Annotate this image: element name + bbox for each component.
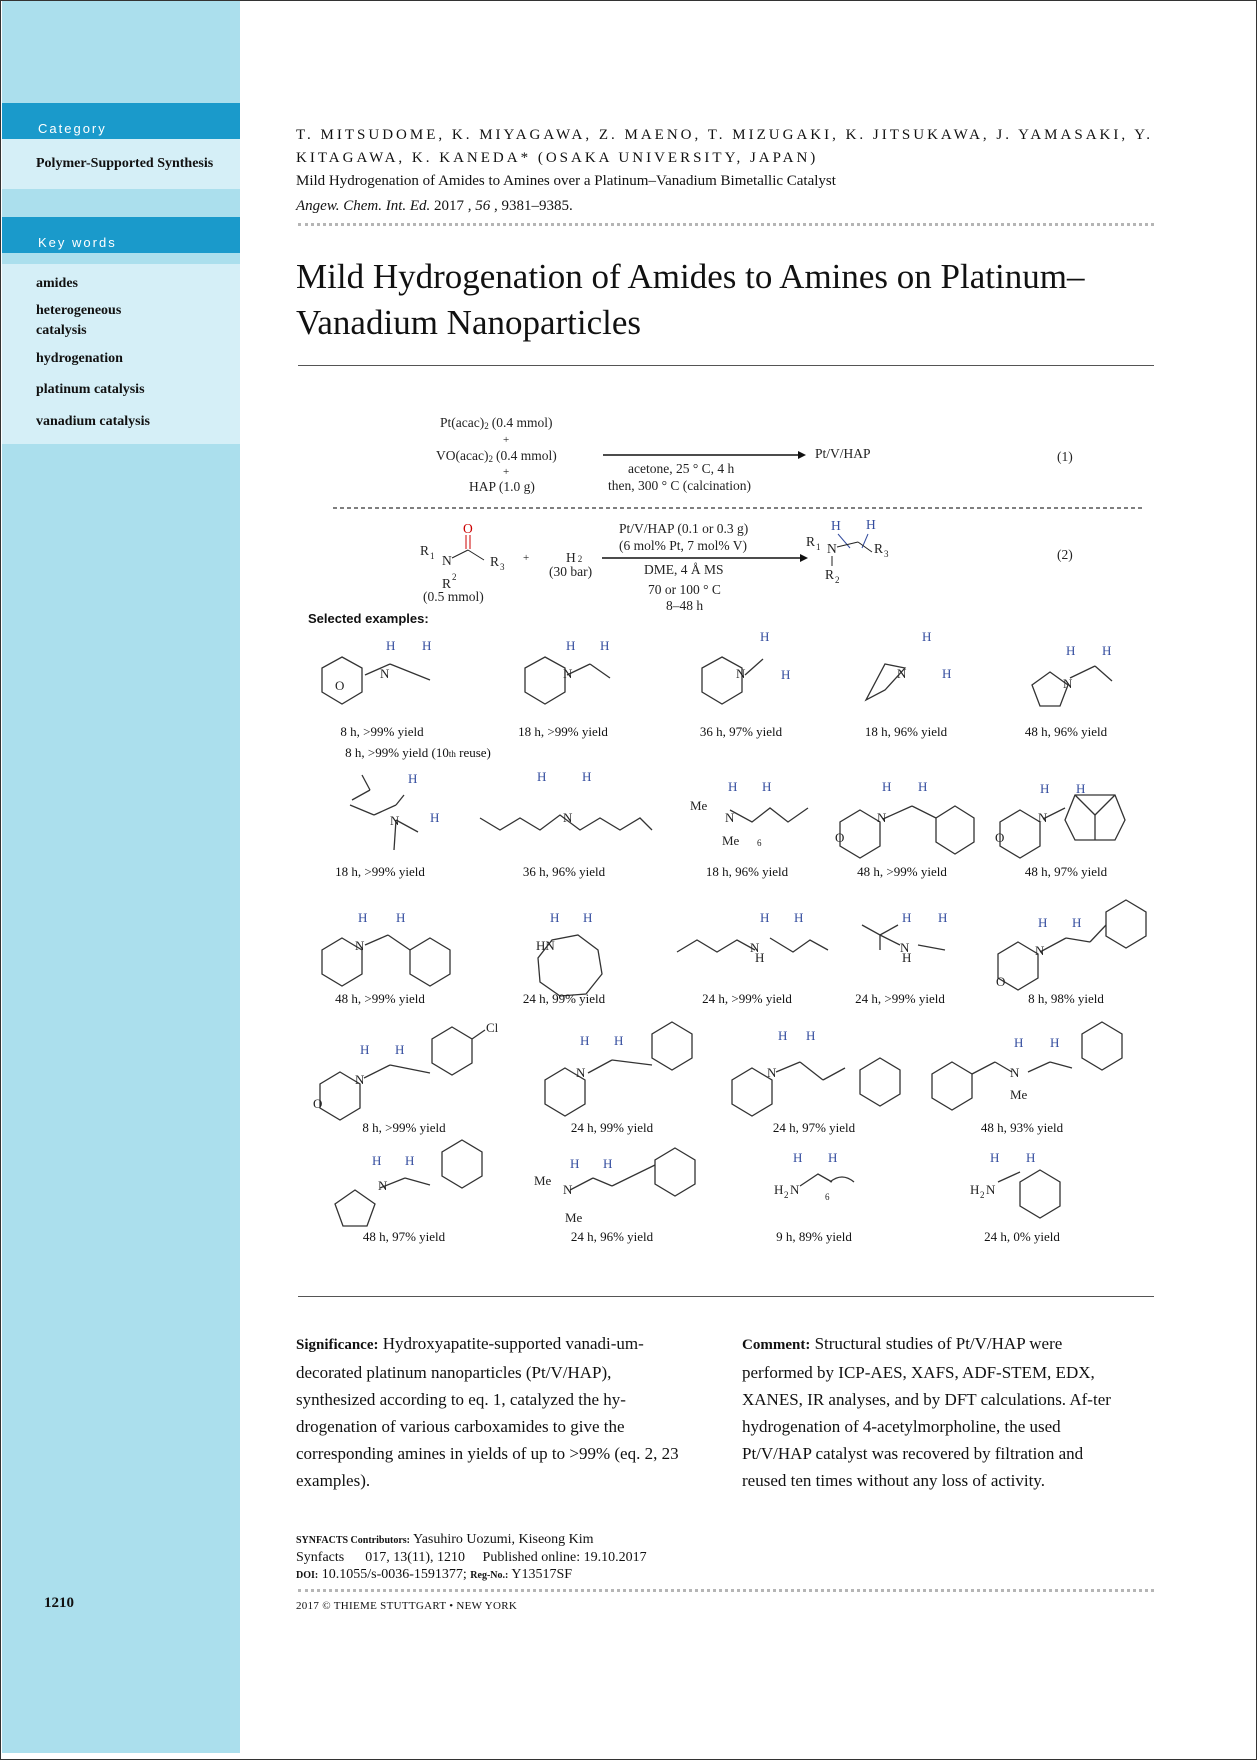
eq1-product: Pt/V/HAP	[815, 446, 871, 461]
svg-text:N: N	[900, 940, 910, 955]
eq1-reagent2: VO(acac)2 (0.4 mmol)	[436, 448, 557, 464]
svg-text:N: N	[563, 666, 573, 681]
svg-text:H: H	[828, 1150, 838, 1165]
svg-text:O: O	[313, 1096, 323, 1111]
svg-text:N: N	[563, 810, 573, 825]
svg-text:N: N	[1063, 676, 1073, 691]
svg-text:N: N	[355, 938, 365, 953]
svg-text:H: H	[762, 779, 772, 794]
svg-text:R: R	[874, 541, 884, 556]
svg-text:H: H	[728, 779, 738, 794]
substrate-amount: (0.5 mmol)	[423, 589, 484, 604]
svg-text:N: N	[378, 1178, 388, 1193]
category-header: Category	[2, 103, 240, 139]
cyclohexyl-ring	[936, 806, 974, 854]
title-rule	[298, 365, 1154, 366]
example-yield: 48 h, 97% yield	[362, 1229, 446, 1244]
svg-text:R: R	[490, 554, 500, 569]
svg-text:H: H	[760, 629, 770, 644]
eq1-label: (1)	[1057, 449, 1073, 464]
author-list: T. MITSUDOME, K. MIYAGAWA, Z. MAENO, T. MIZUGAKI, K. JITSUKAWA, J. YAMASAKI, Y. KITAGAWA, K. KANEDA* (OSAKA UNIVERSITY, JAPAN)	[296, 127, 1153, 166]
example-structures	[0, 620, 1257, 1240]
svg-text:H: H	[360, 1042, 370, 1057]
svg-text:H: H	[902, 950, 912, 965]
svg-text:N: N	[750, 940, 760, 955]
svg-text:H: H	[882, 779, 892, 794]
benzyl-ring	[932, 1062, 972, 1110]
svg-text:H: H	[583, 910, 593, 925]
svg-text:N: N	[442, 553, 452, 568]
svg-text:H: H	[1102, 643, 1112, 658]
doi-value: 10.1055/s-0036-1591377;	[321, 1567, 467, 1582]
example-yield: 24 h, 99% yield	[570, 1120, 654, 1135]
example-yield: 24 h, >99% yield	[702, 991, 792, 1006]
example-yield: 18 h, 96% yield	[864, 724, 948, 739]
svg-text:H: H	[358, 910, 368, 925]
svg-text:H: H	[922, 629, 932, 644]
dotted-divider	[298, 223, 1154, 226]
svg-text:H: H	[396, 910, 406, 925]
journal-pages: 9381–9385.	[501, 198, 573, 214]
svg-text:O: O	[463, 521, 473, 536]
svg-text:N: N	[725, 810, 735, 825]
svg-text:Me: Me	[565, 1210, 583, 1225]
example-yield: 18 h, 96% yield	[705, 864, 789, 879]
reg-value: Y13517SF	[511, 1567, 573, 1582]
comment-label: Comment:	[742, 1337, 811, 1353]
svg-text:H: H	[1040, 781, 1050, 796]
example-yield: 8 h, 98% yield	[1028, 991, 1104, 1006]
example-yield: 24 h, 97% yield	[772, 1120, 856, 1135]
svg-text:H: H	[990, 1150, 1000, 1165]
svg-text:N: N	[355, 1072, 365, 1087]
category-value: Polymer-Supported Synthesis	[36, 156, 214, 171]
journal-year: 2017	[434, 198, 465, 214]
cyclohexyl-ring	[410, 938, 450, 986]
svg-text:H: H	[1014, 1035, 1024, 1050]
example-yield: 48 h, 97% yield	[1024, 864, 1108, 879]
keyword-item: amides	[36, 276, 78, 291]
svg-text:H: H	[422, 638, 432, 653]
svg-text:H: H	[778, 1028, 788, 1043]
svg-text:N: N	[380, 666, 390, 681]
phenyl-ring	[1106, 900, 1146, 948]
eq2-h2-pressure: (30 bar)	[549, 564, 593, 579]
contributors-label: SYNFACTS Contributors:	[296, 1535, 410, 1546]
svg-text:H: H	[1050, 1035, 1060, 1050]
svg-text:Me: Me	[722, 833, 740, 848]
svg-text:Me: Me	[534, 1173, 552, 1188]
svg-text:H: H	[794, 910, 804, 925]
eq1-condition: then, 300 ° C (calcination)	[608, 478, 751, 493]
eq1-reagent3: HAP (1.0 g)	[469, 479, 535, 494]
svg-text:N: N	[790, 1182, 800, 1197]
svg-text:R: R	[806, 534, 816, 549]
keyword-item: platinum catalysis	[36, 382, 145, 397]
svg-text:H: H	[866, 517, 876, 532]
reaction-scheme	[0, 400, 1257, 640]
phenyl-ring	[652, 1022, 692, 1070]
example-yield: 24 h, 99% yield	[522, 991, 606, 1006]
svg-text:H: H	[372, 1153, 382, 1168]
piperidine-ring	[732, 1068, 772, 1116]
phenyl-ring	[1082, 1022, 1122, 1070]
svg-text:6: 6	[757, 838, 762, 848]
svg-text:H: H	[760, 910, 770, 925]
svg-text:Cl: Cl	[486, 1020, 499, 1035]
svg-text:H: H	[537, 769, 547, 784]
svg-text:N: N	[576, 1065, 586, 1080]
example-yield: 24 h, 96% yield	[570, 1229, 654, 1244]
svg-text:3: 3	[500, 562, 505, 572]
pyrrolidine-ring	[335, 1190, 375, 1226]
svg-text:N: N	[390, 813, 400, 828]
svg-text:H: H	[918, 779, 928, 794]
example-yield: 8 h, >99% yield (10th reuse)	[345, 745, 491, 760]
page-number: 1210	[44, 1595, 74, 1611]
synfacts-citation: Synfacts 017, 13(11), 1210	[296, 1550, 466, 1565]
eq2-plus: +	[523, 552, 530, 564]
example-yield: 48 h, 93% yield	[980, 1120, 1064, 1135]
svg-text:H: H	[755, 950, 765, 965]
eq2-condition: Pt/V/HAP (0.1 or 0.3 g)	[619, 521, 749, 536]
example-yield: 18 h, >99% yield	[518, 724, 608, 739]
svg-text:H: H	[902, 910, 912, 925]
svg-text:3: 3	[884, 549, 889, 559]
chlorophenyl-ring	[432, 1027, 472, 1075]
eq1-condition: acetone, 25 ° C, 4 h	[628, 461, 735, 476]
svg-text:HN: HN	[536, 938, 555, 953]
svg-text:H: H	[550, 910, 560, 925]
svg-text:N: N	[827, 541, 837, 556]
morpholine-ring	[840, 810, 880, 858]
amide-substrate	[420, 521, 505, 604]
example-yield: 8 h, >99% yield	[340, 724, 424, 739]
svg-text:N: N	[1038, 810, 1048, 825]
svg-text:H: H	[1076, 781, 1086, 796]
cyclohexyl-ring	[1020, 1170, 1060, 1218]
published-date: Published online: 19.10.2017	[482, 1550, 647, 1565]
svg-text:H: H	[1066, 643, 1076, 658]
amine-product	[806, 517, 889, 585]
doi-line	[296, 1566, 572, 1584]
svg-text:H: H	[942, 666, 952, 681]
eq2-h2: H 2	[566, 550, 583, 565]
example-yield: 18 h, >99% yield	[335, 864, 425, 879]
svg-text:H: H	[395, 1042, 405, 1057]
copyright-notice: 2017 © THIEME STUTTGART • NEW YORK	[296, 1600, 518, 1612]
svg-text:H: H	[405, 1153, 415, 1168]
contributors-line	[296, 1531, 594, 1549]
svg-text:H: H	[600, 638, 610, 653]
svg-text:H: H	[806, 1028, 816, 1043]
svg-text:N: N	[986, 1182, 996, 1197]
article-title: Mild Hydrogenation of Amides to Amines on Platinum–Vanadium Nanoparticles	[296, 257, 1085, 342]
svg-text:R: R	[825, 567, 835, 582]
comment-text: Structural studies of Pt/V/HAP were performed by ICP-AES, XAFS, ADF-STEM, EDX, XANES, IR analyses, and by DFT calculations. Af-ter hydrogenation of 4-acetylmorpholine, the used Pt/V/HAP catalyst was recovered by filtration and reused ten times without any loss of activity.	[742, 1334, 1111, 1490]
svg-text:H: H	[1072, 915, 1082, 930]
eq1-plus: +	[503, 466, 510, 478]
journal-name: Angew. Chem. Int. Ed.	[296, 198, 431, 214]
svg-text:1: 1	[816, 542, 821, 552]
svg-text:H: H	[566, 638, 576, 653]
phenyl-ring	[442, 1140, 482, 1188]
svg-text:H: H	[970, 1182, 980, 1197]
example-yield: 48 h, >99% yield	[335, 991, 425, 1006]
keyword-item: vanadium catalysis	[36, 414, 150, 429]
svg-text:H: H	[580, 1033, 590, 1048]
svg-text:2: 2	[784, 1190, 789, 1200]
significance-label: Significance:	[296, 1337, 379, 1353]
section-rule	[298, 1296, 1154, 1297]
svg-text:H: H	[774, 1182, 784, 1197]
svg-text:H: H	[582, 769, 592, 784]
doi-label: DOI:	[296, 1570, 319, 1581]
svg-text:N: N	[563, 1182, 573, 1197]
svg-text:Me: Me	[1010, 1087, 1028, 1102]
svg-text:R: R	[420, 543, 430, 558]
svg-text:H: H	[1026, 1150, 1036, 1165]
svg-text:H: H	[386, 638, 396, 653]
example-yield: 9 h, 89% yield	[776, 1229, 852, 1244]
svg-text:2: 2	[980, 1190, 985, 1200]
example-yield: 36 h, 97% yield	[699, 724, 783, 739]
piperidine-ring	[525, 657, 565, 704]
keyword-item: heterogeneous catalysis	[36, 303, 122, 338]
svg-text:N: N	[877, 810, 887, 825]
svg-text:H: H	[408, 771, 418, 786]
svg-text:H: H	[430, 810, 440, 825]
ring-heteroatom: O	[335, 678, 345, 693]
svg-text:N: N	[736, 666, 746, 681]
example-yield: 36 h, 96% yield	[522, 864, 606, 879]
keyword-item: hydrogenation	[36, 351, 123, 366]
morpholine-ring	[1000, 810, 1040, 858]
svg-text:N: N	[1010, 1065, 1020, 1080]
example-yield: 48 h, 96% yield	[1024, 724, 1108, 739]
dotted-divider	[298, 1589, 1154, 1592]
significance-text: Hydroxyapatite-supported vanadi-um-decorated platinum nanoparticles (Pt/V/HAP), synthesized according to eq. 1, catalyzed the hy-drogenation of various carboxamides to give the corresponding amines in yields of up to >99% (eq. 2, 23 examples).	[296, 1334, 679, 1490]
svg-text:H: H	[793, 1150, 803, 1165]
svg-text:H: H	[781, 667, 791, 682]
eq2-condition: DME, 4 Å MS	[644, 562, 724, 577]
journal-citation: Angew. Chem. Int. Ed. 2017 , 56 , 9381–9385.	[296, 198, 573, 214]
eq1-plus: +	[503, 434, 510, 446]
svg-text:1: 1	[430, 551, 435, 561]
svg-text:H: H	[831, 518, 841, 533]
example-yield: 24 h, >99% yield	[855, 991, 945, 1006]
svg-text:2: 2	[835, 575, 840, 585]
example-yield: 48 h, >99% yield	[857, 864, 947, 879]
paper-title: Mild Hydrogenation of Amides to Amines over a Platinum–Vanadium Bimetallic Catalyst	[296, 173, 836, 189]
reg-label: Reg-No.:	[470, 1570, 509, 1581]
eq1-reagent1: Pt(acac)2 (0.4 mmol)	[440, 415, 553, 431]
svg-text:2: 2	[452, 572, 457, 582]
svg-text:O: O	[996, 974, 1006, 989]
svg-text:H: H	[938, 910, 948, 925]
eq2-label: (2)	[1057, 547, 1073, 562]
phenyl-ring	[655, 1148, 695, 1196]
selected-examples-heading: Selected examples:	[308, 611, 429, 626]
svg-text:N: N	[767, 1065, 777, 1080]
svg-text:H: H	[603, 1156, 613, 1171]
phenyl-ring	[860, 1058, 900, 1106]
svg-text:R: R	[442, 576, 452, 591]
svg-text:N: N	[897, 666, 907, 681]
svg-text:H: H	[1038, 915, 1048, 930]
significance-paragraph	[296, 1330, 680, 1494]
example-yield: 24 h, 0% yield	[984, 1229, 1060, 1244]
svg-text:Me: Me	[690, 798, 708, 813]
svg-text:N: N	[1035, 943, 1045, 958]
citation-line	[296, 1549, 647, 1566]
svg-text:O: O	[835, 830, 845, 845]
svg-text:6: 6	[825, 1192, 830, 1202]
journal-volume: 56	[475, 198, 491, 214]
comment-paragraph	[742, 1330, 1126, 1494]
example-yield: 8 h, >99% yield	[362, 1120, 446, 1135]
svg-text:H: H	[614, 1033, 624, 1048]
svg-text:O: O	[995, 830, 1005, 845]
keywords-header: Key words	[2, 217, 240, 253]
eq2-condition: (6 mol% Pt, 7 mol% V)	[619, 538, 747, 553]
contributors-names: Yasuhiro Uozumi, Kiseong Kim	[412, 1532, 594, 1547]
eq2-condition: 70 or 100 ° C	[648, 582, 721, 597]
morpholine-ring	[320, 1072, 360, 1120]
eq2-condition: 8–48 h	[666, 598, 704, 613]
svg-text:H: H	[570, 1156, 580, 1171]
